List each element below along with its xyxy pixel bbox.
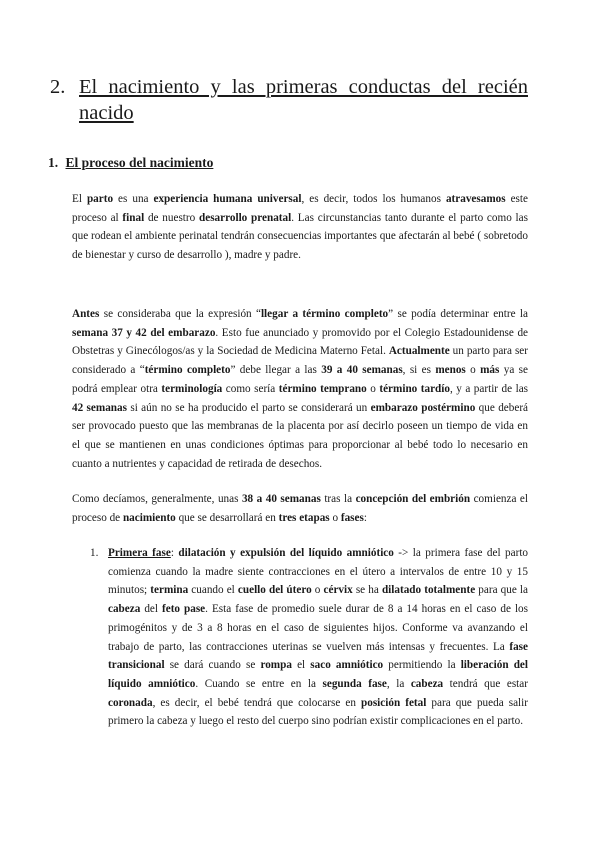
text-run: dilatación y expulsión del líquido amniótico (178, 547, 394, 559)
text-run: Como decíamos, generalmente, unas (72, 493, 242, 505)
text-run: -> la primera fase del parto comienza cuando la madre siente contracciones en el útero a intervalos de entre 10 y 15 minutos; (108, 547, 529, 597)
text-run: el (291, 659, 311, 672)
text-run: o (366, 382, 380, 395)
text-run: o (465, 364, 481, 377)
text-run: termina (150, 584, 189, 597)
text-run: nacimiento (122, 511, 176, 524)
text-run: desarrollo prenatal (199, 211, 292, 224)
chapter-heading (50, 74, 528, 126)
text-run: fases (340, 511, 364, 524)
section-heading (48, 154, 213, 172)
text-run: se dará cuando se (164, 659, 261, 672)
text-run: es una (113, 193, 154, 205)
text-run: , si es (402, 364, 436, 377)
text-run: más (480, 364, 500, 377)
text-run: 39 a 40 semanas (321, 364, 403, 377)
text-run: o (311, 584, 324, 597)
text-run: feto pase (162, 603, 206, 616)
text-run: . Las circunstancias tanto durante el parto como las que rodean el ambiente perinatal tendrán consecuencias importantes que afectarán al bebé ( sobretodo de bienestar y curso de desarrollo ), madre y padre. (72, 211, 528, 262)
text-run: posición fetal (361, 696, 427, 709)
text-run: menos (435, 364, 466, 377)
text-run: que deberá ser provocado puesto que las membranas de la placenta por así decirlo poseen un tiempo de vida en el que se mantienen en unas condiciones óptimas para proporcionar al bebé todo lo necesario en cuanto a nutrientes y capacidad de retirada de desechos. (72, 401, 529, 470)
text-run: comienza el proceso de (72, 493, 529, 524)
text-run: un parto para ser considerado a “ (72, 345, 528, 377)
text-run: Primera fase (108, 547, 171, 559)
text-run: atravesamos (445, 193, 506, 205)
text-run: término completo (144, 364, 231, 377)
text-run: fase transicional (108, 640, 528, 672)
text-run: . Cuando se entre en la (195, 677, 323, 690)
text-run: liberación del líquido amniótico (108, 659, 528, 690)
text-run: cabeza (410, 677, 444, 690)
text-run: Antes (72, 308, 100, 320)
chapter-title: El nacimiento y las primeras conductas del recién nacido (79, 76, 528, 124)
text-run: ” se podía determinar entre la (388, 308, 528, 320)
text-run: este proceso al (72, 193, 528, 224)
text-run: . Esta fase de promedio suele durar de 8 a 14 horas en el caso de los primogénitos y de 3 a 8 horas en el caso de siguientes hijos. Conforme va avanzando el trabajo de parto, las contracciones uterinas se vuelven más intensas y frecuentes. La (108, 603, 528, 653)
chapter-number: 2. (50, 76, 66, 98)
text-run: final (122, 211, 145, 224)
text-run: experiencia humana universal (153, 193, 302, 205)
text-run: cérvix (323, 584, 353, 597)
paragraph-1 (72, 190, 528, 265)
text-run: si aún no se ha producido el parto se considerará un (126, 401, 371, 414)
text-run: término tardío (379, 382, 450, 395)
text-run: 38 a 40 semanas (241, 493, 321, 505)
text-run: se ha (352, 584, 382, 597)
text-run: coronada (108, 696, 153, 709)
text-run: , es decir, todos los humanos (301, 193, 446, 205)
text-run: tres etapas (278, 511, 330, 524)
text-run: para que pueda salir primero la cabeza y luego el resto del cuerpo sino podrían existir complicaciones en el parto. (108, 696, 528, 728)
text-run: parto (86, 193, 114, 205)
text-run: cuello del útero (237, 584, 312, 597)
text-run: llegar a término completo (260, 308, 389, 320)
text-run: , es decir, el bebé tendrá que colocarse en (152, 696, 362, 709)
text-run: dilatado totalmente (381, 584, 476, 597)
text-run: Actualmente (388, 345, 450, 358)
text-run: El (72, 193, 87, 205)
text-run: cabeza (108, 603, 141, 616)
text-run: . Esto fue anunciado y promovido por el Colegio Estadounidense de Obstetras y Ginecólogos/as y la Sociedad de Medicina Materno Fetal. (72, 326, 528, 358)
text-run: tendrá que estar (443, 677, 528, 690)
text-run: , la (386, 677, 411, 690)
text-run: del (140, 603, 162, 616)
text-run: saco amniótico (310, 659, 384, 672)
section-title: El proceso del nacimiento (65, 155, 214, 170)
text-run: semana 37 y 42 del embarazo (72, 326, 216, 339)
list-item-text (108, 544, 528, 731)
list-marker: 1. (90, 547, 99, 559)
paragraph-2 (72, 305, 528, 473)
text-run: rompa (260, 659, 292, 672)
text-run: : (170, 547, 179, 559)
text-run: embarazo postérmino (370, 401, 476, 414)
text-run: o (329, 511, 341, 524)
text-run: para que la (475, 584, 529, 597)
text-run: como sería (222, 382, 279, 395)
text-run: término temprano (278, 382, 367, 395)
paragraph-3 (72, 490, 528, 527)
phase-list (90, 544, 528, 731)
text-run: ya se podrá emplear otra (72, 364, 528, 395)
text-run: , y a partir de las (449, 382, 529, 395)
text-run: de nuestro (144, 211, 199, 224)
text-run: permitiendo la (383, 659, 461, 672)
text-run: terminología (161, 382, 223, 395)
text-run: ” debe llegar a las (230, 364, 322, 377)
text-run: concepción del embrión (355, 493, 471, 505)
text-run: tras la (320, 493, 356, 505)
text-run: : (363, 511, 367, 524)
text-run: segunda fase (322, 677, 387, 690)
text-run: se consideraba que la expresión “ (99, 308, 261, 320)
text-run: 42 semanas (72, 401, 127, 414)
text-run: que se desarrollará en (175, 511, 279, 524)
section-number: 1. (48, 155, 59, 170)
text-run: cuando el (188, 584, 238, 597)
list-item (90, 544, 528, 731)
